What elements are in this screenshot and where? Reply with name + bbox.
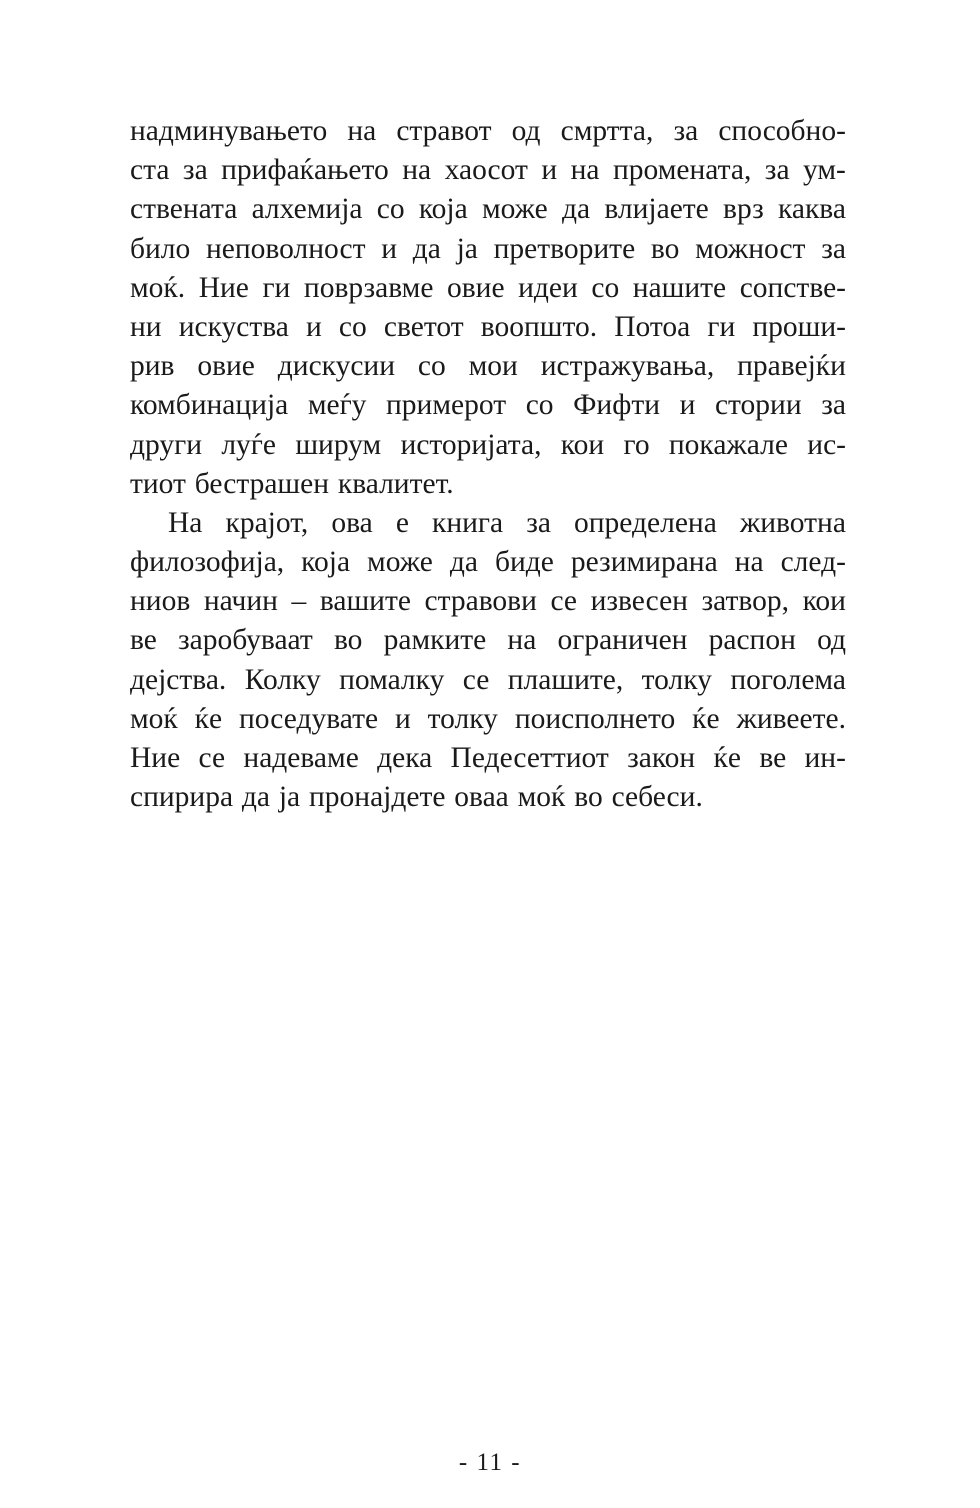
word: меѓу — [307, 389, 367, 422]
word: распон — [708, 624, 796, 657]
word: плашите, — [507, 663, 624, 696]
word: Фифти — [573, 389, 660, 422]
word: ум- — [803, 154, 846, 187]
word: историјата, — [400, 428, 542, 461]
word: прифаќањето — [221, 154, 389, 187]
word: пронајдете — [309, 781, 446, 814]
word: за — [182, 154, 208, 187]
word: ограничен — [557, 624, 688, 657]
word: ќе — [692, 702, 720, 735]
word: проши- — [752, 310, 846, 343]
word: извесен — [590, 585, 688, 618]
word: воопшто. — [480, 310, 598, 343]
text-line — [130, 543, 846, 582]
word: ве — [759, 742, 787, 774]
word: ги — [707, 310, 736, 343]
word: ќе — [713, 742, 741, 774]
word: оваа — [454, 781, 509, 814]
text-line — [130, 190, 846, 229]
word: други — [130, 428, 203, 461]
word: стравови — [424, 585, 537, 618]
word: филозофија, — [130, 546, 285, 579]
word: Колку — [244, 663, 321, 696]
paragraph — [130, 112, 846, 504]
word: и — [381, 232, 398, 265]
word: во — [574, 781, 603, 814]
word: ги — [262, 271, 291, 304]
word: сопстве- — [739, 271, 846, 304]
word: бестрашен — [194, 467, 330, 500]
word: Потоа — [614, 310, 691, 343]
word: ќе — [194, 702, 223, 735]
word: се — [198, 742, 226, 774]
word: на — [347, 115, 377, 147]
text-line — [130, 386, 846, 425]
text-line — [130, 700, 846, 739]
word: да — [241, 781, 271, 814]
word: да — [412, 232, 441, 265]
word: вашите — [319, 585, 411, 618]
word: квалитет. — [337, 467, 454, 500]
word: На — [168, 506, 203, 539]
word: која — [301, 546, 351, 579]
word: за — [673, 115, 699, 147]
word: ширум — [295, 428, 382, 461]
word: поисполнето — [514, 702, 676, 735]
word: промената, — [613, 154, 752, 187]
word: овие — [446, 271, 505, 304]
text-line — [130, 151, 846, 190]
word: Ние — [198, 271, 249, 304]
word: во — [650, 232, 680, 265]
word: може — [367, 546, 433, 579]
word: примерот — [386, 389, 507, 422]
word: поседувате — [239, 702, 379, 735]
word: со — [591, 271, 620, 304]
word: ја — [456, 232, 478, 265]
word: искуства — [178, 310, 289, 343]
word: во — [333, 624, 363, 657]
text-line — [130, 661, 846, 700]
word: од — [511, 115, 541, 147]
word: на — [570, 154, 600, 187]
word: поврзавме — [303, 271, 434, 304]
word: книга — [432, 506, 504, 539]
word: – — [291, 585, 307, 618]
word: след- — [780, 546, 846, 579]
word: покажале — [668, 428, 788, 461]
word: дејства. — [130, 663, 227, 696]
text-line — [130, 621, 846, 660]
word: моќ — [517, 781, 566, 814]
word: за — [821, 389, 846, 422]
word: моќ. — [130, 271, 186, 304]
word: за — [821, 232, 846, 265]
text-line — [130, 739, 846, 778]
word: ин- — [804, 742, 846, 774]
word: закон — [627, 742, 696, 774]
word: на — [507, 624, 537, 657]
word: за — [526, 506, 551, 539]
word: ста — [130, 154, 170, 187]
word: определена — [574, 506, 717, 539]
word: овие — [197, 350, 255, 383]
word: спирира — [130, 781, 234, 814]
word: и — [306, 310, 322, 343]
text-line — [130, 504, 846, 543]
word: живеете. — [736, 702, 846, 735]
word: од — [817, 624, 846, 657]
word: го — [623, 428, 650, 461]
word: биде — [494, 546, 554, 579]
word: алхемија — [251, 193, 363, 226]
word: ве — [130, 624, 157, 657]
word: се — [550, 585, 578, 618]
word: и — [679, 389, 696, 422]
word: моќ — [130, 702, 178, 735]
word: неповолност — [206, 232, 366, 265]
word: која — [418, 193, 468, 226]
paragraph — [130, 504, 846, 818]
word: комбинација — [130, 389, 289, 422]
word: истражувања, — [540, 350, 715, 383]
word: заробуваат — [178, 624, 313, 657]
word: кои — [802, 585, 846, 618]
word: затвор, — [701, 585, 789, 618]
text-line — [130, 778, 846, 817]
text-line — [130, 582, 846, 621]
text-line — [130, 465, 846, 504]
word: способно- — [718, 115, 846, 147]
word: и — [541, 154, 558, 187]
word: ниов — [130, 585, 191, 618]
word: претворите — [493, 232, 636, 265]
page-body-text — [130, 112, 846, 817]
word: Ние — [130, 742, 181, 774]
word: надминувањето — [130, 115, 328, 147]
word: ствената — [130, 193, 238, 226]
text-line — [130, 426, 846, 465]
word: крајот, — [225, 506, 309, 539]
word: каква — [777, 193, 846, 226]
text-line — [130, 308, 846, 347]
word: помалку — [339, 663, 445, 696]
word: тиот — [130, 467, 186, 500]
word: е — [395, 506, 409, 539]
word: ова — [331, 506, 373, 539]
word: може — [481, 193, 548, 226]
word: стравот — [396, 115, 492, 147]
text-line — [130, 269, 846, 308]
word: толку — [427, 702, 498, 735]
word: врз — [723, 193, 764, 226]
word: да — [562, 193, 591, 226]
word: со — [376, 193, 405, 226]
word: ис- — [807, 428, 846, 461]
word: ни — [130, 310, 162, 343]
text-line — [130, 230, 846, 269]
word: животна — [739, 506, 846, 539]
word: рив — [130, 350, 175, 383]
word: начин — [203, 585, 278, 618]
word: стории — [714, 389, 802, 422]
word: луѓе — [221, 428, 276, 461]
word: можност — [695, 232, 806, 265]
word: хаосот — [444, 154, 528, 187]
word: на — [402, 154, 432, 187]
word: Педесеттиот — [450, 742, 609, 774]
word: себеси. — [611, 781, 703, 814]
word: се — [462, 663, 490, 696]
word: поголема — [730, 663, 846, 696]
word: мои — [468, 350, 518, 383]
word: за — [764, 154, 790, 187]
text-line — [130, 347, 846, 386]
word: на — [734, 546, 764, 579]
word: со — [417, 350, 446, 383]
word: да — [449, 546, 478, 579]
word: влијаете — [604, 193, 709, 226]
page-number: - 11 - — [458, 1449, 522, 1476]
word: било — [130, 232, 191, 265]
word: идеи — [518, 271, 578, 304]
word: ја — [278, 781, 301, 814]
word: рамките — [383, 624, 487, 657]
word: правејќи — [737, 350, 846, 383]
word: дека — [377, 742, 433, 774]
text-line — [130, 112, 846, 151]
word: со — [525, 389, 554, 422]
word: и — [394, 702, 411, 735]
word: резимирана — [570, 546, 718, 579]
word: смртта, — [560, 115, 654, 147]
word: дискусии — [277, 350, 396, 383]
word: кои — [560, 428, 605, 461]
word: со — [338, 310, 367, 343]
word: надеваме — [243, 742, 359, 774]
word: толку — [641, 663, 712, 696]
word: нашите — [632, 271, 727, 304]
word: светот — [383, 310, 464, 343]
